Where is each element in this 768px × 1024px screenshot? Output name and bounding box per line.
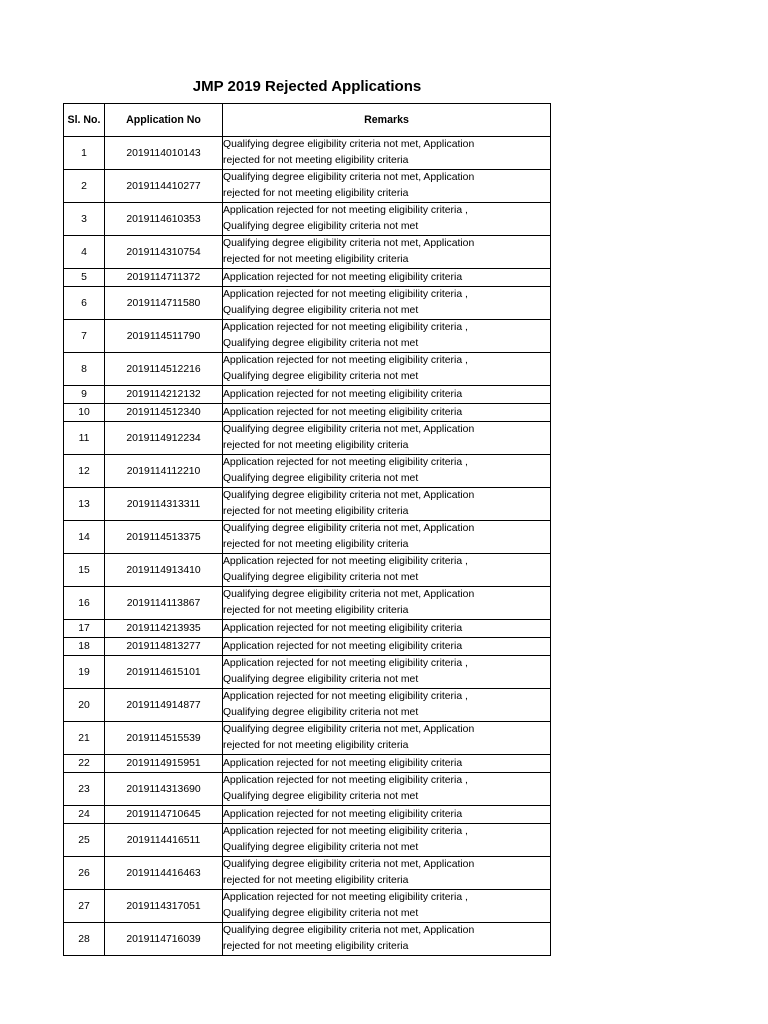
remarks-line: Application rejected for not meeting eligibility criteria , [223, 355, 468, 366]
sl-no-cell: 4 [64, 236, 105, 269]
application-no-cell: 2019114010143 [105, 137, 223, 170]
table-row [64, 455, 551, 488]
remarks-cell [223, 722, 551, 755]
remarks-line: Qualifying degree eligibility criteria not met, Application [223, 859, 475, 870]
remarks-line: Application rejected for not meeting eligibility criteria [223, 640, 463, 652]
remarks-line: Application rejected for not meeting eligibility criteria [223, 388, 463, 400]
application-no-cell: 2019114512340 [105, 404, 223, 422]
table-row [64, 386, 551, 404]
remarks-cell [223, 923, 551, 956]
table-row [64, 488, 551, 521]
sl-no-cell: 25 [64, 824, 105, 857]
remarks-line: Application rejected for not meeting eligibility criteria , [223, 556, 468, 567]
remarks-line: Application rejected for not meeting eligibility criteria , [223, 691, 468, 702]
application-no-cell: 2019114212132 [105, 386, 223, 404]
application-no-cell: 2019114310754 [105, 236, 223, 269]
remarks-line: Application rejected for not meeting eligibility criteria , [223, 322, 468, 333]
sl-no-cell: 19 [64, 656, 105, 689]
remarks-line: Qualifying degree eligibility criteria not met [223, 842, 419, 853]
remarks-cell [223, 689, 551, 722]
remarks-line: rejected for not meeting eligibility criteria [223, 941, 409, 952]
remarks-line: Qualifying degree eligibility criteria not met, Application [223, 724, 475, 735]
application-no-cell: 2019114915951 [105, 755, 223, 773]
application-no-cell: 2019114112210 [105, 455, 223, 488]
remarks-line: Qualifying degree eligibility criteria not met, Application [223, 172, 475, 183]
application-no-cell: 2019114716039 [105, 923, 223, 956]
remarks-cell [223, 638, 551, 656]
application-no-cell: 2019114610353 [105, 203, 223, 236]
remarks-cell [223, 587, 551, 620]
application-no-cell: 2019114515539 [105, 722, 223, 755]
remarks-cell [223, 137, 551, 170]
sl-no-cell: 17 [64, 620, 105, 638]
remarks-line: Qualifying degree eligibility criteria not met [223, 338, 419, 349]
remarks-line: Qualifying degree eligibility criteria not met, Application [223, 523, 475, 534]
sl-no-cell: 28 [64, 923, 105, 956]
remarks-line: Application rejected for not meeting eligibility criteria , [223, 205, 468, 216]
remarks-cell [223, 203, 551, 236]
remarks-cell [223, 656, 551, 689]
application-no-cell: 2019114513375 [105, 521, 223, 554]
remarks-line: rejected for not meeting eligibility criteria [223, 605, 409, 616]
remarks-line: Qualifying degree eligibility criteria not met, Application [223, 424, 475, 435]
remarks-cell [223, 269, 551, 287]
application-no-cell: 2019114313690 [105, 773, 223, 806]
remarks-cell [223, 287, 551, 320]
remarks-line: rejected for not meeting eligibility criteria [223, 188, 409, 199]
remarks-line: Application rejected for not meeting eligibility criteria , [223, 457, 468, 468]
sl-no-cell: 5 [64, 269, 105, 287]
remarks-line: Application rejected for not meeting eligibility criteria , [223, 289, 468, 300]
remarks-line: Qualifying degree eligibility criteria not met [223, 674, 419, 685]
remarks-cell [223, 857, 551, 890]
remarks-cell [223, 170, 551, 203]
remarks-line: Application rejected for not meeting eligibility criteria [223, 271, 463, 283]
application-no-cell: 2019114710645 [105, 806, 223, 824]
sl-no-cell: 8 [64, 353, 105, 386]
table-row [64, 287, 551, 320]
application-no-cell: 2019114416463 [105, 857, 223, 890]
remarks-cell [223, 488, 551, 521]
remarks-cell [223, 773, 551, 806]
remarks-line: Qualifying degree eligibility criteria not met, Application [223, 139, 475, 150]
remarks-line: rejected for not meeting eligibility criteria [223, 440, 409, 451]
remarks-line: rejected for not meeting eligibility criteria [223, 539, 409, 550]
sl-no-cell: 22 [64, 755, 105, 773]
table-row [64, 203, 551, 236]
header-remarks: Remarks [223, 104, 551, 137]
table-row [64, 857, 551, 890]
table-row [64, 404, 551, 422]
table-row [64, 923, 551, 956]
page-title: JMP 2019 Rejected Applications [192, 78, 422, 95]
remarks-line: Application rejected for not meeting eligibility criteria [223, 808, 463, 820]
remarks-cell [223, 422, 551, 455]
table-row [64, 236, 551, 269]
sl-no-cell: 23 [64, 773, 105, 806]
table-row [64, 320, 551, 353]
remarks-cell [223, 806, 551, 824]
application-no-cell: 2019114711580 [105, 287, 223, 320]
remarks-cell [223, 554, 551, 587]
sl-no-cell: 6 [64, 287, 105, 320]
sl-no-cell: 1 [64, 137, 105, 170]
sl-no-cell: 12 [64, 455, 105, 488]
sl-no-cell: 18 [64, 638, 105, 656]
application-no-cell: 2019114913410 [105, 554, 223, 587]
application-no-cell: 2019114416511 [105, 824, 223, 857]
remarks-line: rejected for not meeting eligibility criteria [223, 506, 409, 517]
remarks-line: Qualifying degree eligibility criteria not met [223, 572, 419, 583]
remarks-line: Qualifying degree eligibility criteria not met [223, 707, 419, 718]
remarks-cell [223, 386, 551, 404]
table-row [64, 554, 551, 587]
sl-no-cell: 9 [64, 386, 105, 404]
remarks-line: Application rejected for not meeting eligibility criteria , [223, 658, 468, 669]
sl-no-cell: 27 [64, 890, 105, 923]
table-row [64, 170, 551, 203]
table-row [64, 521, 551, 554]
table-row [64, 755, 551, 773]
remarks-line: rejected for not meeting eligibility criteria [223, 155, 409, 166]
remarks-line: Qualifying degree eligibility criteria not met [223, 473, 419, 484]
remarks-cell [223, 404, 551, 422]
remarks-line: rejected for not meeting eligibility criteria [223, 740, 409, 751]
remarks-line: Qualifying degree eligibility criteria not met [223, 908, 419, 919]
application-no-cell: 2019114813277 [105, 638, 223, 656]
sl-no-cell: 14 [64, 521, 105, 554]
header-sl-no: Sl. No. [64, 104, 105, 137]
remarks-line: Qualifying degree eligibility criteria not met, Application [223, 238, 475, 249]
table-row [64, 137, 551, 170]
application-no-cell: 2019114317051 [105, 890, 223, 923]
remarks-line: Qualifying degree eligibility criteria not met [223, 305, 419, 316]
table-row [64, 620, 551, 638]
table-row [64, 422, 551, 455]
table-row [64, 890, 551, 923]
application-no-cell: 2019114511790 [105, 320, 223, 353]
remarks-line: rejected for not meeting eligibility criteria [223, 254, 409, 265]
sl-no-cell: 2 [64, 170, 105, 203]
application-no-cell: 2019114113867 [105, 587, 223, 620]
table-row [64, 773, 551, 806]
remarks-line: Application rejected for not meeting eligibility criteria , [223, 892, 468, 903]
remarks-cell [223, 353, 551, 386]
application-no-cell: 2019114914877 [105, 689, 223, 722]
table-row [64, 269, 551, 287]
table-row [64, 638, 551, 656]
sl-no-cell: 11 [64, 422, 105, 455]
remarks-line: rejected for not meeting eligibility criteria [223, 875, 409, 886]
remarks-line: Qualifying degree eligibility criteria not met, Application [223, 589, 475, 600]
application-no-cell: 2019114512216 [105, 353, 223, 386]
remarks-line: Qualifying degree eligibility criteria not met [223, 371, 419, 382]
table-row [64, 656, 551, 689]
application-no-cell: 2019114711372 [105, 269, 223, 287]
sl-no-cell: 24 [64, 806, 105, 824]
sl-no-cell: 15 [64, 554, 105, 587]
table-row [64, 722, 551, 755]
application-no-cell: 2019114912234 [105, 422, 223, 455]
table-row [64, 689, 551, 722]
remarks-line: Application rejected for not meeting eligibility criteria [223, 406, 463, 418]
table-row [64, 824, 551, 857]
remarks-line: Application rejected for not meeting eligibility criteria , [223, 775, 468, 786]
table-row [64, 587, 551, 620]
remarks-cell [223, 890, 551, 923]
rejected-applications-table [63, 103, 551, 956]
remarks-line: Application rejected for not meeting eligibility criteria [223, 622, 463, 634]
header-application-no: Application No [105, 104, 223, 137]
remarks-cell [223, 236, 551, 269]
remarks-line: Application rejected for not meeting eligibility criteria [223, 757, 463, 769]
application-no-cell: 2019114615101 [105, 656, 223, 689]
remarks-line: Application rejected for not meeting eligibility criteria , [223, 826, 468, 837]
sl-no-cell: 21 [64, 722, 105, 755]
application-no-cell: 2019114313311 [105, 488, 223, 521]
remarks-cell [223, 755, 551, 773]
sl-no-cell: 10 [64, 404, 105, 422]
application-no-cell: 2019114213935 [105, 620, 223, 638]
remarks-line: Qualifying degree eligibility criteria not met, Application [223, 925, 475, 936]
sl-no-cell: 20 [64, 689, 105, 722]
table-row [64, 353, 551, 386]
remarks-line: Qualifying degree eligibility criteria not met, Application [223, 490, 475, 501]
remarks-cell [223, 521, 551, 554]
sl-no-cell: 3 [64, 203, 105, 236]
remarks-cell [223, 455, 551, 488]
sl-no-cell: 16 [64, 587, 105, 620]
table-header-row [64, 104, 551, 137]
sl-no-cell: 26 [64, 857, 105, 890]
remarks-line: Qualifying degree eligibility criteria not met [223, 791, 419, 802]
application-no-cell: 2019114410277 [105, 170, 223, 203]
remarks-line: Qualifying degree eligibility criteria not met [223, 221, 419, 232]
sl-no-cell: 7 [64, 320, 105, 353]
remarks-cell [223, 320, 551, 353]
table-body [64, 137, 551, 956]
sl-no-cell: 13 [64, 488, 105, 521]
remarks-cell [223, 620, 551, 638]
table-row [64, 806, 551, 824]
remarks-cell [223, 824, 551, 857]
